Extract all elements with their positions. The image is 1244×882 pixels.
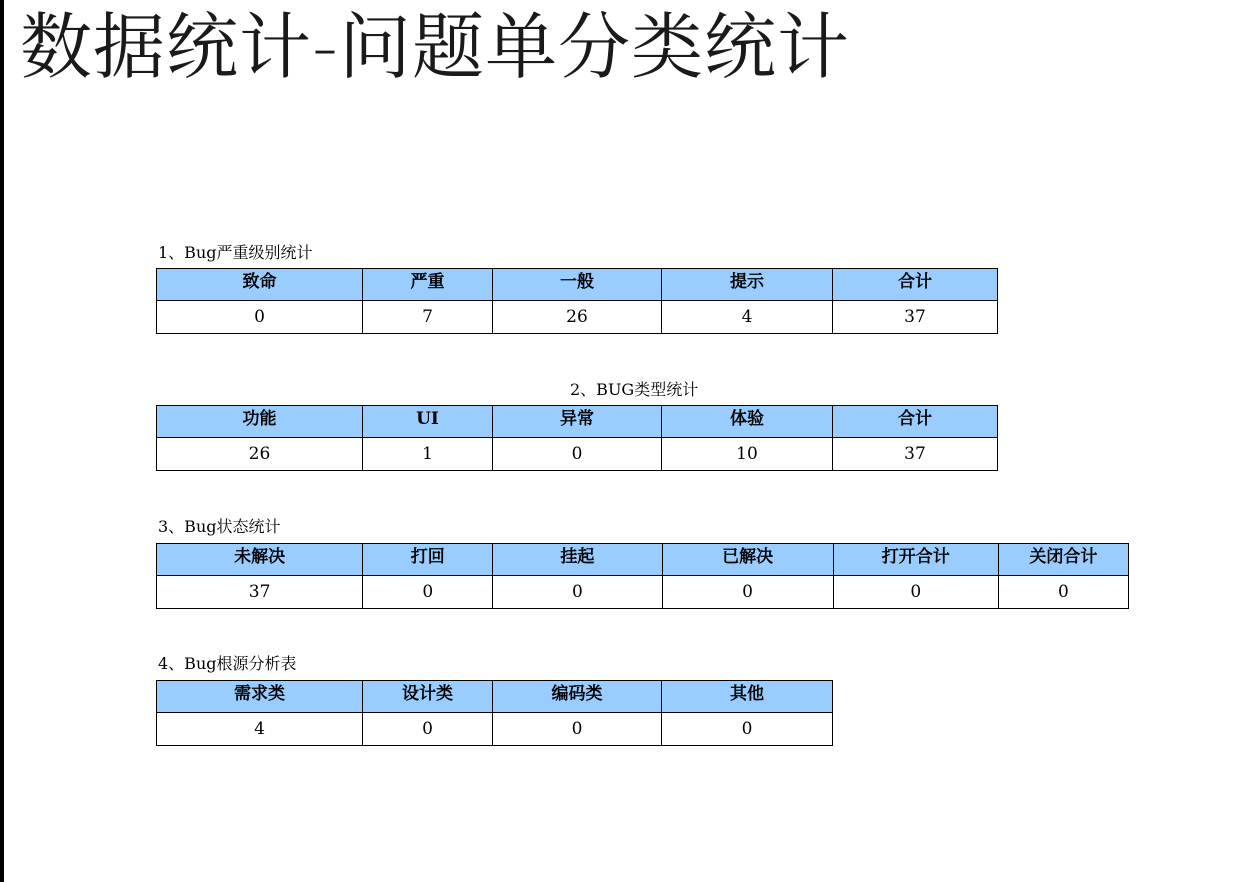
value-cell: 26 [157,438,363,471]
page-title: 数据统计-问题单分类统计 [20,5,850,89]
header-cell: 打回 [363,544,493,576]
value-cell: 0 [363,713,493,746]
header-cell: 已解决 [662,544,833,576]
table-row [157,713,833,746]
value-cell: 7 [363,301,493,334]
header-cell: 挂起 [493,544,662,576]
root-cause-table [156,680,833,746]
value-cell: 0 [998,576,1128,609]
header-cell: 设计类 [363,681,493,713]
value-cell: 26 [493,301,662,334]
header-cell: 其他 [662,681,833,713]
section-caption-type: 2、BUG类型统计 [570,380,699,399]
section-caption-severity: 1、Bug严重级别统计 [158,243,313,262]
header-cell: 编码类 [493,681,662,713]
value-cell: 0 [493,438,662,471]
value-cell: 37 [157,576,363,609]
value-cell: 37 [833,301,998,334]
section-caption-root-cause: 4、Bug根源分析表 [158,654,297,673]
header-cell: 严重 [363,269,493,301]
table-row [157,438,998,471]
value-cell: 0 [833,576,998,609]
table-header-row [157,681,833,713]
header-cell: 功能 [157,406,363,438]
table-row [157,301,998,334]
header-cell: 合计 [833,406,998,438]
value-cell: 4 [662,301,833,334]
value-cell: 10 [662,438,833,471]
header-cell: UI [363,406,493,438]
header-cell: 关闭合计 [998,544,1128,576]
header-cell: 未解决 [157,544,363,576]
section-caption-status: 3、Bug状态统计 [158,517,281,536]
value-cell: 0 [157,301,363,334]
severity-table [156,268,998,334]
value-cell: 0 [662,713,833,746]
header-cell: 合计 [833,269,998,301]
table-header-row [157,406,998,438]
value-cell: 37 [833,438,998,471]
value-cell: 0 [363,576,493,609]
value-cell: 0 [493,713,662,746]
type-table [156,405,998,471]
header-cell: 提示 [662,269,833,301]
left-edge-bar [0,0,4,882]
table-header-row [157,269,998,301]
header-cell: 打开合计 [833,544,998,576]
header-cell: 一般 [493,269,662,301]
header-cell: 需求类 [157,681,363,713]
header-cell: 致命 [157,269,363,301]
value-cell: 4 [157,713,363,746]
value-cell: 1 [363,438,493,471]
table-header-row [157,544,1129,576]
table-row [157,576,1129,609]
header-cell: 体验 [662,406,833,438]
status-table [156,543,1129,609]
value-cell: 0 [493,576,662,609]
value-cell: 0 [662,576,833,609]
header-cell: 异常 [493,406,662,438]
